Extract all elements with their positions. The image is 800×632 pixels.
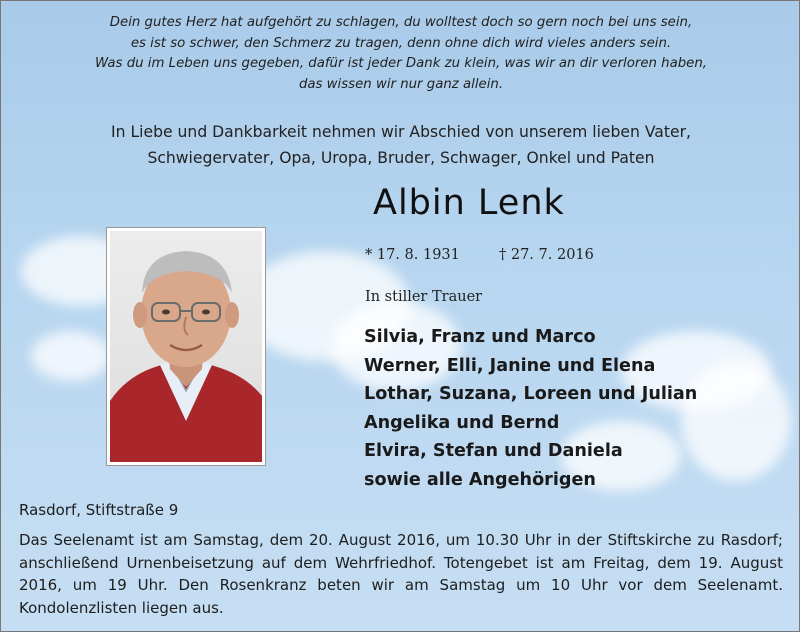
- poem-line: Was du im Leben uns gegeben, dafür ist jeder Dank zu klein, was wir an dir verloren haben,: [94, 56, 708, 71]
- family-line: Werner, Elli, Janine und Elena: [364, 355, 656, 376]
- portrait-illustration: [110, 231, 262, 462]
- family-line: Angelika und Bernd: [364, 412, 560, 433]
- cloud: [681, 361, 791, 481]
- intro-line: Schwiegervater, Opa, Uropa, Bruder, Schwager, Onkel und Paten: [147, 149, 655, 167]
- intro-line: In Liebe und Dankbarkeit nehmen wir Abschied von unserem lieben Vater,: [111, 123, 691, 141]
- family-line: Elvira, Stefan und Daniela: [364, 441, 623, 462]
- intro-text: [1, 119, 800, 171]
- poem-line: es ist so schwer, den Schmerz zu tragen, denn ohne dich wird vieles anders sein.: [130, 35, 672, 51]
- death-date: † 27. 7. 2016: [499, 247, 594, 263]
- family-line: Silvia, Franz und Marco: [364, 327, 596, 347]
- address: Rasdorf, Stiftstraße 9: [19, 501, 179, 519]
- family-line: Lothar, Suzana, Loreen und Julian: [364, 384, 698, 405]
- mourning-label: In stiller Trauer: [365, 289, 483, 305]
- portrait-photo: [107, 228, 265, 465]
- birth-date: * 17. 8. 1931: [365, 247, 460, 263]
- service-notice: Das Seelenamt ist am Samstag, dem 20. August 2016, um 10.30 Uhr in der Stiftskirche zu Rasdorf; anschließend Urnenbeisetzung auf dem Wehrfriedhof. Totengebet ist am Freitag, dem 19. August 2016, um 19 Uhr. Den Rosenkranz beten wir am Samstag um 10 Uhr vor dem Seelenamt. Kondolenzlisten liegen aus.: [19, 531, 783, 617]
- poem: [1, 13, 800, 95]
- deceased-name: Albin Lenk: [373, 183, 565, 223]
- family-list: [364, 323, 697, 495]
- family-line: sowie alle Angehörigen: [364, 469, 596, 490]
- cloud: [31, 331, 111, 381]
- poem-line: das wissen wir nur ganz allein.: [298, 76, 504, 92]
- poem-line: Dein gutes Herz hat aufgehört zu schlagen, du wolltest doch so gern noch bei uns sein,: [109, 15, 693, 30]
